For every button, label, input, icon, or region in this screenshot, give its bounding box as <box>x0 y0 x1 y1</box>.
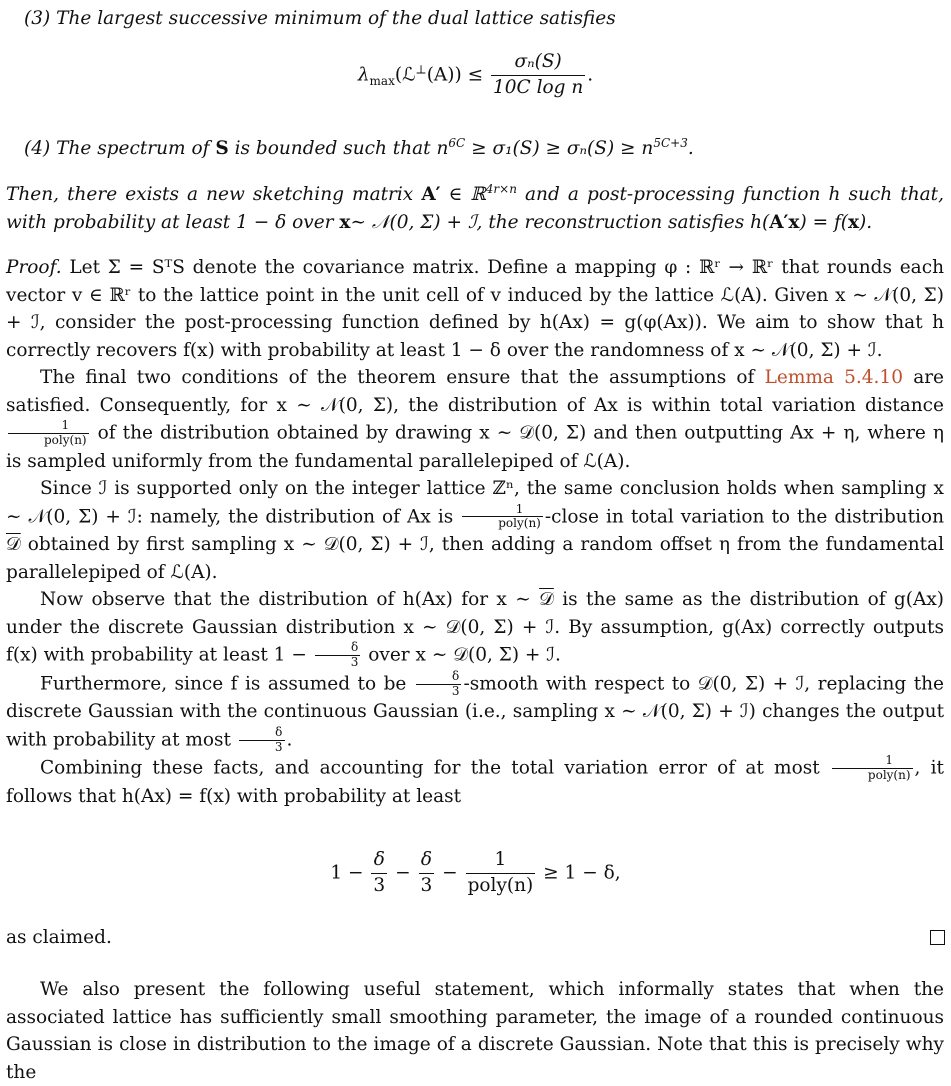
p5-frac-den: 3 <box>451 683 460 698</box>
eq-f2-den: 3 <box>420 874 433 896</box>
p6-frac-den: poly(n) <box>867 768 911 783</box>
proof-p3-a: Since ℐ is supported only on the integer lattice ℤⁿ, the same conclusion holds when sampling x ∼ 𝒩(0, Σ) + ℐ: namely, the distribution of Ax is <box>6 478 944 527</box>
following-paragraph <box>6 976 944 1086</box>
condition-4-label: (4) <box>24 138 51 159</box>
proof-p2-b: are satisfied. Consequently, for x ∼ 𝒩(0, Σ), the distribution of Ax is within total variation distance <box>6 367 945 416</box>
proof-p2-a: The final two conditions of the theorem ensure that the assumptions of <box>40 367 755 388</box>
eq-f2-num: δ <box>419 848 435 874</box>
as-claimed-text: as claimed. <box>6 927 112 948</box>
proof-p6-a: Combining these facts, and accounting for the total variation error of at most <box>40 757 820 779</box>
eq-f3-den: poly(n) <box>467 874 534 896</box>
proof-paragraph-2 <box>6 364 944 475</box>
eq3-lhs: λ <box>357 64 370 86</box>
conclusion-text-a: Then, there exists a new sketching matrix <box>6 184 414 205</box>
proof-p4-a: Now observe that the distribution of h(Ax) for x ∼ <box>40 589 531 611</box>
proof-closing <box>6 924 944 952</box>
p3-frac-num: 1 <box>462 503 543 518</box>
eq-part-d: ≥ 1 − δ, <box>543 862 621 884</box>
eq-part-c: − <box>442 862 458 884</box>
conclusion-x1: x <box>339 211 351 233</box>
p4-frac-num: δ <box>315 641 361 656</box>
conclusion-text-d: with probability at least 1 − δ over <box>6 211 334 233</box>
proof-p3-b: -close in total variation to the distribution <box>544 505 944 527</box>
qed-box-icon <box>930 930 945 945</box>
condition-4-text-a: The spectrum of <box>56 138 210 159</box>
eq3-lhs-arg: (ℒ <box>394 64 416 86</box>
condition-3-body: The largest successive minimum of the dual lattice satisfies <box>56 8 616 29</box>
conclusion-x2: x <box>848 211 860 233</box>
proof-p2-fraction <box>8 419 89 448</box>
eq3-lhs-arg2: (A)) ≤ <box>426 64 484 86</box>
condition-3-text <box>24 5 944 33</box>
conclusion-text-f: ) = f( <box>799 211 849 233</box>
condition-4-text-c: ≥ σ₁(S) ≥ σₙ(S) ≥ n <box>471 138 654 159</box>
proof-p5-c: . <box>286 729 293 751</box>
eq-f1-den: 3 <box>373 874 386 896</box>
proof-paragraph-3 <box>6 475 944 586</box>
p5-frac2-num: δ <box>239 726 285 741</box>
p2-frac-den: poly(n) <box>44 432 87 447</box>
final-inequality <box>0 848 951 899</box>
conclusion-text-g: ). <box>859 211 873 233</box>
eq-part-b: − <box>395 862 411 884</box>
theorem-conclusion <box>6 181 944 236</box>
proof-p4-dbar: 𝒟 <box>539 589 554 611</box>
eq3-numerator: σₙ(S) <box>491 50 585 76</box>
condition-4-S: S <box>215 138 229 159</box>
conclusion-matrix-2: A′x <box>769 211 800 233</box>
proof-p6-fraction <box>832 754 913 783</box>
proof-p4-fraction <box>315 641 361 670</box>
condition-4-exp1: 6C <box>448 135 466 150</box>
proof-p5-fraction-2 <box>239 726 285 755</box>
conclusion-text-e: ∼ 𝒩(0, Σ) + ℐ, the reconstruction satisfies h( <box>350 211 770 233</box>
proof-p3-c: obtained by first sampling x ∼ 𝒟(0, Σ) + ℐ, then adding a random offset η from the fundamental parallelepiped of ℒ(A). <box>6 534 944 583</box>
eq3-denominator: 10C log n <box>493 76 584 98</box>
eq3-end: . <box>587 64 594 86</box>
p6-frac-num: 1 <box>832 754 913 769</box>
conclusion-matrix: A′ <box>421 184 441 205</box>
proof-paragraph-6 <box>6 754 944 810</box>
following-paragraph-text: We also present the following useful statement, which informally states that when the associated lattice has sufficiently small smoothing parameter, the image of a rounded continuous Gaussian is close in distribution to the image of a discrete Gaussian. Note that this is precisely why the <box>6 979 944 1083</box>
eq3-lhs-sub: max <box>369 74 395 89</box>
proof-block <box>6 254 944 811</box>
proof-paragraph-1 <box>6 254 944 364</box>
proof-p5-fraction <box>416 670 462 699</box>
p4-frac-den: 3 <box>350 654 359 669</box>
eq-f1-num: δ <box>371 848 387 874</box>
conclusion-text-b: ∈ ℝ <box>448 184 486 205</box>
condition-4-exp2: 5C+3 <box>653 135 688 150</box>
eq3-fraction <box>491 50 585 101</box>
proof-label: Proof. <box>6 257 62 278</box>
proof-p5-a: Furthermore, since f is assumed to be <box>40 673 407 695</box>
proof-paragraph-4 <box>6 586 944 670</box>
proof-p4-c: over x ∼ 𝒟(0, Σ) + ℐ. <box>368 644 561 666</box>
conclusion-exp: 4r×n <box>485 181 517 196</box>
p3-frac-den: poly(n) <box>498 516 541 531</box>
proof-p3-fraction <box>462 503 543 532</box>
eq-part-a: 1 − <box>330 862 364 884</box>
p5-frac-num: δ <box>416 670 462 685</box>
proof-p6-b: , it follows that h(Ax) = f(x) with probability at least <box>6 757 944 808</box>
eq3-lhs-sup: ⊥ <box>415 62 427 77</box>
eq-f3-num: 1 <box>466 848 536 874</box>
proof-p1-text: Let Σ = SᵀS denote the covariance matrix. Define a mapping φ : ℝʳ → ℝʳ that rounds each vector v ∈ ℝʳ to the lattice point in the unit cell of v induced by the lattice ℒ(A). Given x ∼ 𝒩(0, Σ) + ℐ, consider the post-processing function defined by h(Ax) = g(φ(Ax)). We aim to show that h correctly recovers f(x) with probability at least 1 − δ over the randomness of x ∼ 𝒩(0, Σ) + ℐ. <box>6 257 944 361</box>
p5-frac2-den: 3 <box>274 739 283 754</box>
proof-paragraph-5 <box>6 670 944 755</box>
proof-p4-b: is the same as the distribution of g(Ax) under the discrete Gaussian distribution x ∼ 𝒟(0, Σ) + ℐ. By assumption, g(Ax) correctly outputs f(x) with probability at least 1 − <box>6 589 944 666</box>
p2-frac-num: 1 <box>8 419 89 434</box>
eq-fraction-3 <box>466 848 536 899</box>
condition-4-end: . <box>687 138 694 159</box>
eq-fraction-2 <box>419 848 435 899</box>
lemma-link[interactable]: Lemma 5.4.10 <box>764 367 903 388</box>
eq-fraction-1 <box>371 848 387 899</box>
condition-3-equation <box>0 50 951 101</box>
proof-p2-c: of the distribution obtained by drawing x ∼ 𝒟(0, Σ) and then outputting Ax + η, where η is sampled uniformly from the fundamental parallelepiped of ℒ(A). <box>6 422 944 472</box>
condition-4-text-b: is bounded such that n <box>234 138 449 159</box>
proof-p3-dbar: 𝒟 <box>6 534 21 556</box>
proof-p5-b: -smooth with respect to 𝒟(0, Σ) + ℐ, replacing the discrete Gaussian with the continuous Gaussian (i.e., sampling x ∼ 𝒩(0, Σ) + ℐ) changes the output with probability at most <box>6 673 944 751</box>
condition-3-label: (3) <box>24 8 51 29</box>
conclusion-text-c: and a post-processing function h such that, <box>525 184 944 205</box>
condition-4-text <box>24 135 944 163</box>
